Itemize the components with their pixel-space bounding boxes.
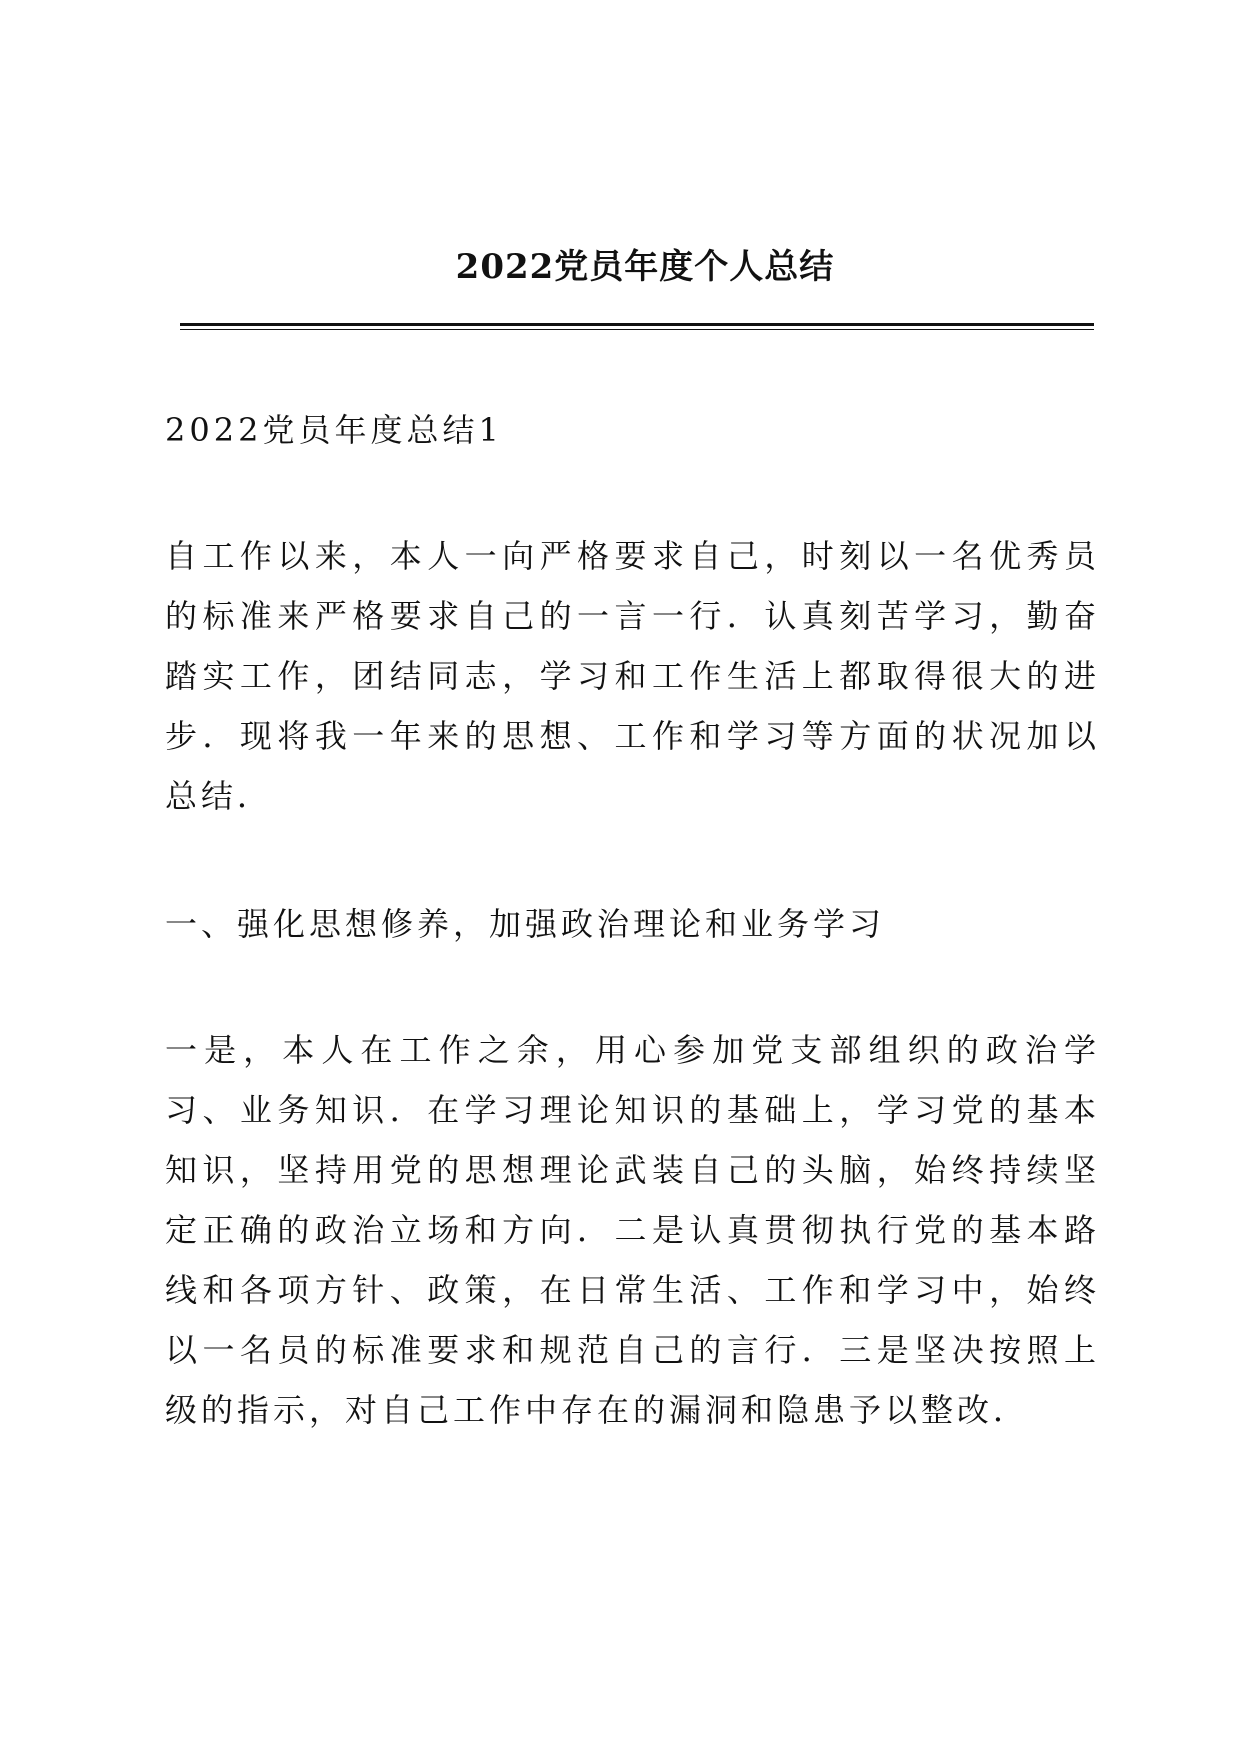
section-subtitle: 2022党员年度总结1 bbox=[165, 411, 503, 449]
spacer bbox=[165, 826, 1100, 894]
title-divider bbox=[180, 323, 1094, 330]
spacer bbox=[165, 954, 1100, 1020]
spacer bbox=[165, 460, 1100, 526]
section-heading-1: 一、强化思想修养，加强政治理论和业务学习 bbox=[165, 905, 886, 943]
document-body bbox=[165, 400, 1100, 1440]
document-title: 2022党员年度个人总结 bbox=[455, 247, 835, 287]
paragraph-intro: 自工作以来，本人一向严格要求自己，时刻以一名优秀员的标准来严格要求自己的一言一行．认真刻苦学习，勤奋踏实工作，团结同志，学习和工作生活上都取得很大的进步．现将我一年来的思想、工作和学习等方面的状况加以总结． bbox=[165, 537, 1100, 815]
paragraph-section-1: 一是，本人在工作之余，用心参加党支部组织的政治学习、业务知识．在学习理论知识的基础上，学习党的基本知识，坚持用党的思想理论武装自己的头脑，始终持续坚定正确的政治立场和方向．二是认真贯彻执行党的基本路线和各项方针、政策，在日常生活、工作和学习中，始终以一名员的标准要求和规范自己的言行．三是坚决按照上级的指示，对自己工作中存在的漏洞和隐患予以整改． bbox=[165, 1031, 1100, 1429]
